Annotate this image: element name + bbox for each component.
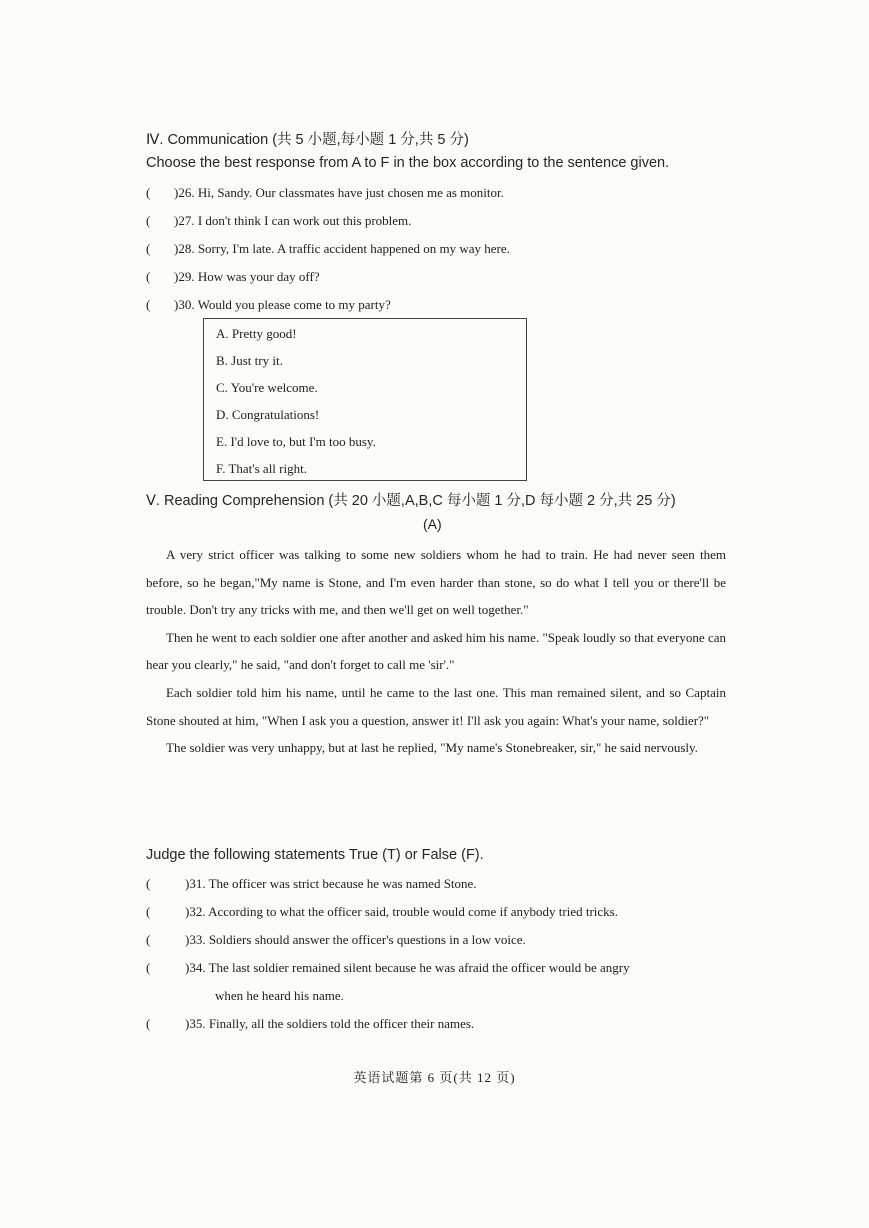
question-text: )35. Finally, all the soldiers told the officer their names. — [185, 1016, 475, 1031]
question-text: )31. The officer was strict because he was named Stone. — [185, 876, 477, 891]
question-text: )26. Hi, Sandy. Our classmates have just chosen me as monitor. — [174, 185, 504, 200]
page-footer: 英语试题第 6 页(共 12 页) — [353, 1070, 516, 1085]
part-label: (A) — [423, 516, 442, 532]
option-f: F. That's all right. — [216, 461, 307, 476]
answer-blank[interactable]: ( — [146, 960, 151, 975]
question-text: )33. Soldiers should answer the officer's questions in a low voice. — [185, 932, 526, 947]
question-35 — [146, 1016, 474, 1032]
answer-blank[interactable]: ( — [146, 269, 151, 284]
question-32 — [146, 904, 618, 920]
option-e: E. I'd love to, but I'm too busy. — [216, 434, 376, 449]
option-d: D. Congratulations! — [216, 407, 320, 422]
question-text: )32. According to what the officer said, trouble would come if anybody tried tricks. — [185, 904, 618, 919]
answer-blank[interactable]: ( — [146, 297, 151, 312]
question-text: )30. Would you please come to my party? — [174, 297, 391, 312]
option-b: B. Just try it. — [216, 353, 283, 368]
answer-blank[interactable]: ( — [146, 213, 151, 228]
section-4-title: Ⅳ. Communication (共 5 小题,每小题 1 分,共 5 分) — [146, 132, 469, 148]
question-34-continuation: when he heard his name. — [215, 988, 344, 1003]
question-29 — [146, 269, 320, 287]
question-26 — [146, 185, 504, 203]
answer-blank[interactable]: ( — [146, 241, 151, 256]
question-33 — [146, 932, 526, 948]
question-31 — [146, 876, 477, 892]
question-text: )34. The last soldier remained silent because he was afraid the officer would be angry — [185, 960, 630, 975]
paragraph-1: A very strict officer was talking to some new soldiers whom he had to train. He had never seen them before, so he began,"My name is Stone, and I'm even harder than stone, so do what I tell you or there'll be trouble. Don't try any tricks with me, and then we'll get on well together." — [146, 547, 726, 618]
paragraph-4: The soldier was very unhappy, but at last he replied, "My name's Stonebreaker, sir," he said nervously. — [166, 740, 698, 756]
answer-blank[interactable]: ( — [146, 876, 151, 891]
option-a: A. Pretty good! — [216, 326, 297, 341]
question-30 — [146, 297, 391, 315]
judge-instruction: Judge the following statements True (T) or False (F). — [146, 847, 484, 863]
answer-blank[interactable]: ( — [146, 932, 151, 947]
question-text: )28. Sorry, I'm late. A traffic accident happened on my way here. — [174, 241, 510, 256]
answer-blank[interactable]: ( — [146, 904, 151, 919]
options-box — [203, 318, 527, 481]
question-text: )29. How was your day off? — [174, 269, 320, 284]
section-4-instruction: Choose the best response from A to F in the box according to the sentence given. — [146, 155, 670, 171]
question-34 — [146, 960, 630, 976]
answer-blank[interactable]: ( — [146, 1016, 151, 1031]
paragraph-3: Each soldier told him his name, until he came to the last one. This man remained silent, and so Captain Stone shouted at him, "When I ask you a question, answer it! I'll ask you again: What's your name, soldier?" — [146, 684, 726, 728]
question-27 — [146, 213, 411, 231]
answer-blank[interactable]: ( — [146, 185, 151, 200]
paragraph-2: Then he went to each soldier one after another and asked him his name. "Speak loudly so that everyone can hear you clearly," he said, "and don't forget to call me 'sir'." — [146, 629, 726, 673]
option-c: C. You're welcome. — [216, 380, 318, 395]
section-5-title: Ⅴ. Reading Comprehension (共 20 小题,A,B,C 每小题 1 分,D 每小题 2 分,共 25 分) — [146, 493, 676, 509]
reading-passage — [146, 541, 726, 762]
question-text: )27. I don't think I can work out this problem. — [174, 213, 412, 228]
question-28 — [146, 241, 510, 259]
